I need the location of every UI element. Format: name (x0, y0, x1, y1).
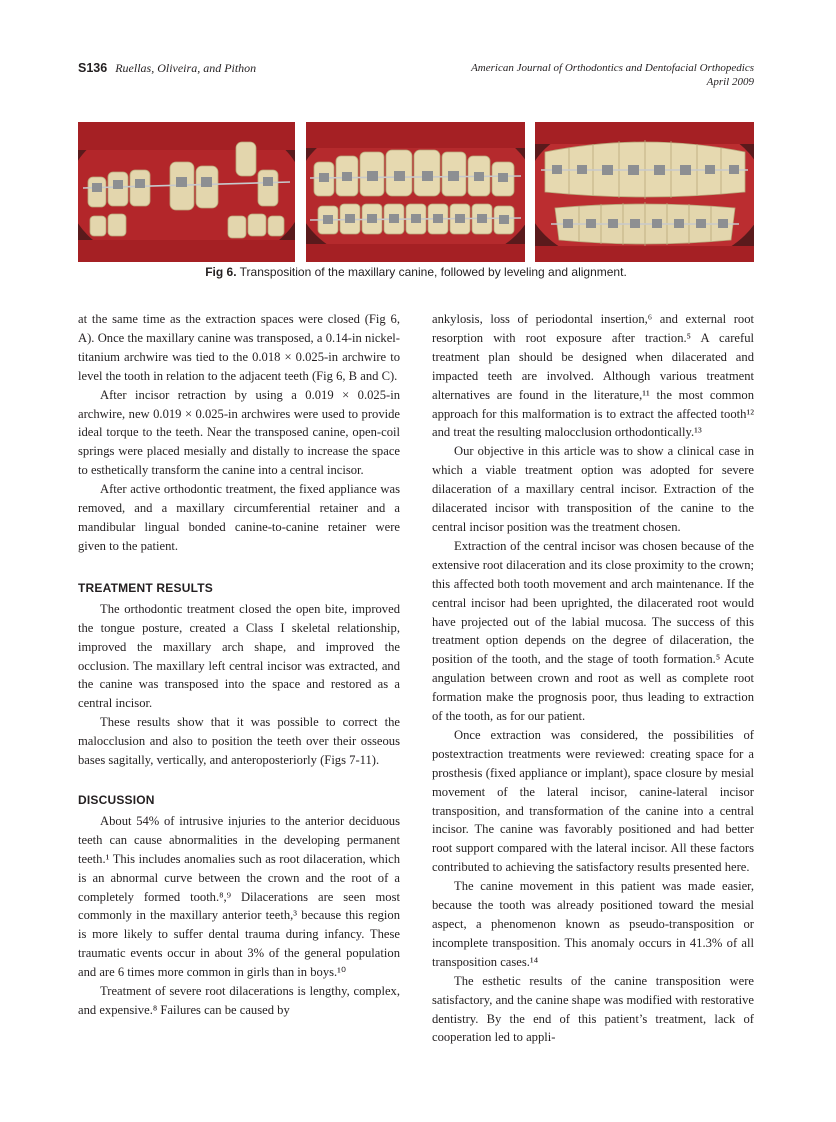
section-heading-treatment-results: TREATMENT RESULTS (78, 580, 213, 595)
paragraph: The esthetic results of the canine transposition were satisfactory, and the canine shape was modified with restorative dentistry. By the end of this patient’s treatment, lack of cooperation led to appli- (432, 973, 754, 1045)
running-header-right (471, 61, 754, 89)
section-heading-discussion: DISCUSSION (78, 792, 155, 807)
paragraph: ankylosis, loss of periodontal insertion,⁶ and external root resorption with root exposure after traction.⁵ A careful treatment plan should be designed when dilacerated and impacted teeth are involved. Although various treatment alternatives are found in the literature,¹¹ the most common approach for this malformation is to extract the affected tooth¹² and treat the resulting malocclusion orthodontically.¹³ (432, 312, 754, 440)
running-header-left (78, 61, 256, 76)
paragraph: at the same time as the extraction spaces were closed (Fig 6, A). Once the maxillary canine was transposed, a 0.14-in nickel-titanium archwire was tied to the 0.018 × 0.025-in archwire to level the tooth in relation to the adjacent teeth (Fig 6, B and C). (78, 312, 400, 383)
figure-caption-text: Transposition of the maxillary canine, followed by leveling and alignment. (239, 265, 627, 279)
paragraph: After incisor retraction by using a 0.019 × 0.025-in archwire, new 0.019 × 0.025-in archwires were used to provide ideal torque to the teeth. Near the transposed canine, open-coil springs were placed mesially and distally to increase the space to esthetically transform the canine into a central incisor. (78, 387, 400, 478)
paragraph: Once extraction was considered, the possibilities of postextraction treatments were reviewed: creating space for a prosthesis (fixed appliance or implant), space closure by mesial movement of the lateral incisor, canine-lateral incisor transposition, and transformation of the canine into a central incisor. The canine was favorably positioned and had better root support compared with the lateral incisor. All these factors contributed to achieving the satisfactory results presented here. (432, 727, 754, 875)
paragraph: Our objective in this article was to show a clinical case in which a viable treatment option was adopted for severe dilaceration of a maxillary central incisor. Extraction of the dilacerated incisor with transposition of the canine to the central incisor position was the treatment chosen. (432, 444, 754, 534)
paragraph: Treatment of severe root dilacerations is lengthy, complex, and expensive.⁸ Failures can be caused by (78, 984, 400, 1017)
paragraph: About 54% of intrusive injuries to the anterior deciduous teeth can cause abnormalities in the developing permanent teeth.¹ This includes anomalies such as root dilaceration, which is an abnormal curve between the crown and the root of a completely formed tooth.⁸,⁹ Dilacerations are seen most commonly in the maxillary anterior teeth,³ because this region is more likely to suffer dental trauma during infancy. These traumatic events occur in about 3% of the general population and are 6 times more common in girls than in boys.¹⁰ (78, 813, 400, 980)
issue-date: April 2009 (706, 76, 754, 88)
text-column-right (432, 310, 754, 1047)
figure-label: Fig 6. (205, 265, 237, 279)
figure-6b-photo (306, 122, 525, 262)
page-number: S136 (78, 61, 108, 75)
paragraph: The orthodontic treatment closed the open bite, improved the tongue posture, created a Class I skeletal relationship, improved the maxillary arch shape, and improved the occlusion. The maxillary left central incisor was extracted, and the canine was transposed into the space and restored as a central incisor. (78, 601, 400, 711)
paragraph: After active orthodontic treatment, the fixed appliance was removed, and a maxillary circumferential retainer and a mandibular lingual bonded canine-to-canine retainer were given to the patient. (78, 482, 400, 553)
figure-6a-photo (78, 122, 295, 262)
paragraph: The canine movement in this patient was made easier, because the tooth was already positioned toward the mesial aspect, a phenomenon known as pseudo-transposition or incomplete transposition. This anomaly occurs in 41.3% of all transposition cases.¹⁴ (432, 879, 754, 969)
figure-caption (78, 265, 754, 279)
paragraph: Extraction of the central incisor was chosen because of the extensive root dilaceration and its close proximity to the crown; this affected both tooth movement and arch maintenance. If the central incisor had been uprighted, the dilacerated root would have projected out of the labial mucosa. The success of this treatment option depends on the degree of dilaceration, the position of the tooth, and the stage of tooth formation.⁵ Acute angulation between crown and root as well as complete root formation make the prognosis poor, thus leading to extraction of the tooth, as for our patient. (432, 538, 754, 724)
figure-6c-photo (535, 122, 754, 262)
text-column-left (78, 310, 400, 1020)
running-authors: Ruellas, Oliveira, and Pithon (115, 61, 257, 75)
paragraph: These results show that it was possible to correct the malocclusion and also to position the teeth over their osseous bases sagitally, vertically, and anteroposteriorly (Figs 7-11). (78, 715, 400, 768)
journal-name: American Journal of Orthodontics and Dentofacial Orthopedics (471, 62, 754, 74)
